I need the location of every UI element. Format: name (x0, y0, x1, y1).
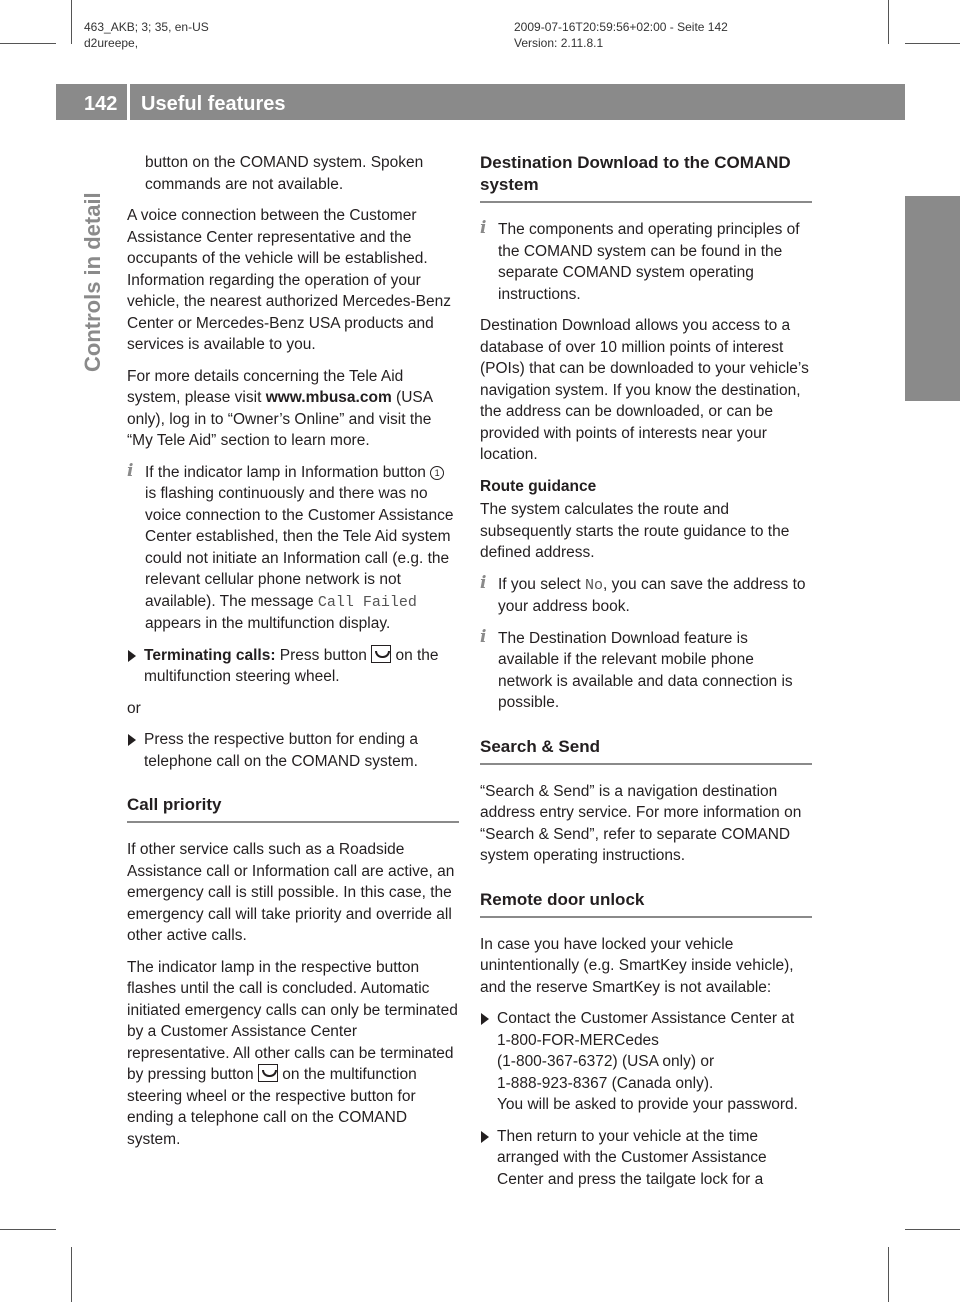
print-meta-left-2: d2ureepe, (84, 36, 139, 50)
text: , you can save the address to your address book. (498, 575, 806, 615)
crop-mark (71, 0, 72, 44)
info-icon: i (480, 218, 487, 238)
step-arrow-icon (481, 1013, 489, 1025)
text: If you select (498, 575, 586, 593)
or-text: or (127, 699, 141, 717)
crop-mark (905, 1229, 960, 1230)
side-section-label: Controls in detail (80, 192, 105, 372)
info-note (480, 574, 812, 618)
text: Contact the Customer Assistance Center at 1-800-FOR-MERCedes (497, 1010, 795, 1049)
text: (1-800-367-6372) (USA only) or (497, 1053, 715, 1070)
paragraph: button on the COMAND system. Spoken commands are not available. (145, 154, 424, 193)
text: The indicator lamp in the respective button flashes until the call is concluded. Automatic initiated emergency calls can only be terminated by a Customer Assistance Center representative. All other calls can be terminated by pressing button (127, 958, 458, 1083)
info-icon: i (480, 626, 487, 647)
display-option: No (585, 576, 604, 594)
print-meta-right-1: 2009-07-16T20:59:56+02:00 - Seite 142 (514, 20, 728, 34)
text: For more details concerning the Tele Aid system, please visit (127, 367, 404, 406)
paragraph: A voice connection between the Customer Assistance Center representative and the occupants of the vehicle will be established. Information regarding the operation of your vehicle, the nearest authorized Mercedes-Benz Center or Mercedes-Benz USA products and services is available to you. (127, 207, 451, 353)
text: You will be asked to provide your password. (497, 1096, 798, 1113)
step-arrow-icon (128, 734, 136, 746)
text: appears in the multifunction display. (145, 615, 391, 632)
step (127, 729, 459, 772)
info-note (127, 462, 459, 635)
page-number: 142 (84, 93, 118, 115)
circled-number-icon: 1 (430, 466, 444, 480)
paragraph: Destination Download allows you access to a database of over 10 million points of interest (POIs) that can be downloaded to your vehicle’s navigation system. If you know the destination, the address can be downloaded, or can be provided with points of interests near your location. (480, 317, 809, 463)
crop-mark (888, 0, 889, 44)
info-icon: i (480, 572, 487, 593)
step (127, 645, 459, 688)
text: If the indicator lamp in Information button (145, 463, 431, 481)
side-tab (905, 196, 960, 401)
paragraph: “Search & Send” is a navigation destination address entry service. For more information on “Search & Send”, refer to separate COMAND system operating instructions. (480, 782, 802, 864)
info-note (480, 219, 812, 305)
step-arrow-icon (128, 650, 136, 662)
step (480, 1126, 812, 1191)
paragraph: In case you have locked your vehicle unintentionally (e.g. SmartKey inside vehicle), and the reserve SmartKey is not available: (480, 935, 794, 996)
step (480, 1008, 812, 1116)
section-heading: Search & Send (480, 736, 812, 765)
text: 1-888-923-8367 (Canada only). (497, 1074, 714, 1092)
paragraph (127, 366, 459, 452)
text: The Destination Download feature is available if the relevant mobile phone network is available and data connection is possible. (498, 629, 793, 711)
right-column (480, 152, 812, 1200)
crop-mark (0, 43, 56, 44)
crop-mark (71, 1247, 72, 1302)
crop-mark (0, 1229, 56, 1230)
paragraph (127, 957, 459, 1151)
print-meta-left-1: 463_AKB; 3; 35, en-US (84, 20, 209, 34)
step-arrow-icon (481, 1131, 489, 1143)
subheading: Route guidance (480, 477, 597, 495)
text: is flashing continuously and there was no voice connection to the Customer Assistance Center established, then the Tele Aid system could not initiate an Information call (e.g. the relevant cellular phone network is not available). The message (145, 485, 454, 610)
text: Press button (275, 646, 372, 664)
phone-hangup-icon (258, 1064, 278, 1082)
text: Press the respective button for ending a telephone call on the COMAND system. (144, 731, 418, 770)
text: on the multifunction steering wheel or the respective button for ending a telephone call on the COMAND system. (127, 1066, 417, 1148)
crop-mark (905, 43, 960, 44)
paragraph: The system calculates the route and subsequently starts the route guidance to the defined address. (480, 501, 790, 561)
left-column (127, 152, 459, 1160)
phone-hangup-icon (371, 645, 391, 663)
page-title: Useful features (141, 93, 286, 115)
header-divider (127, 84, 130, 122)
text: Then return to your vehicle at the time arranged with the Customer Assistance Center and press the tailgate lock for a (497, 1127, 767, 1188)
info-icon: i (127, 460, 134, 481)
mbusa-link[interactable]: www.mbusa.com (265, 389, 392, 406)
paragraph: If other service calls such as a Roadside Assistance call or Information call are active, an emergency call is still possible. In this case, the emergency call will take priority and override all other active calls. (127, 841, 455, 944)
text: The components and operating principles of the COMAND system can be found in the separate COMAND system operating instructions. (498, 221, 800, 303)
step-label: Terminating calls: (144, 646, 276, 664)
text: (USA only), log in to “Owner’s Online” and visit the “My Tele Aid” section to learn more. (127, 389, 433, 449)
section-heading: Remote door unlock (480, 889, 812, 918)
section-heading: Destination Download to the COMAND system (480, 152, 812, 203)
crop-mark (888, 1247, 889, 1302)
display-message: Call Failed (317, 593, 417, 611)
info-note (480, 628, 812, 714)
print-meta-right-2: Version: 2.11.8.1 (514, 36, 604, 50)
text: on the multifunction steering wheel. (144, 646, 439, 685)
section-heading: Call priority (127, 794, 459, 823)
